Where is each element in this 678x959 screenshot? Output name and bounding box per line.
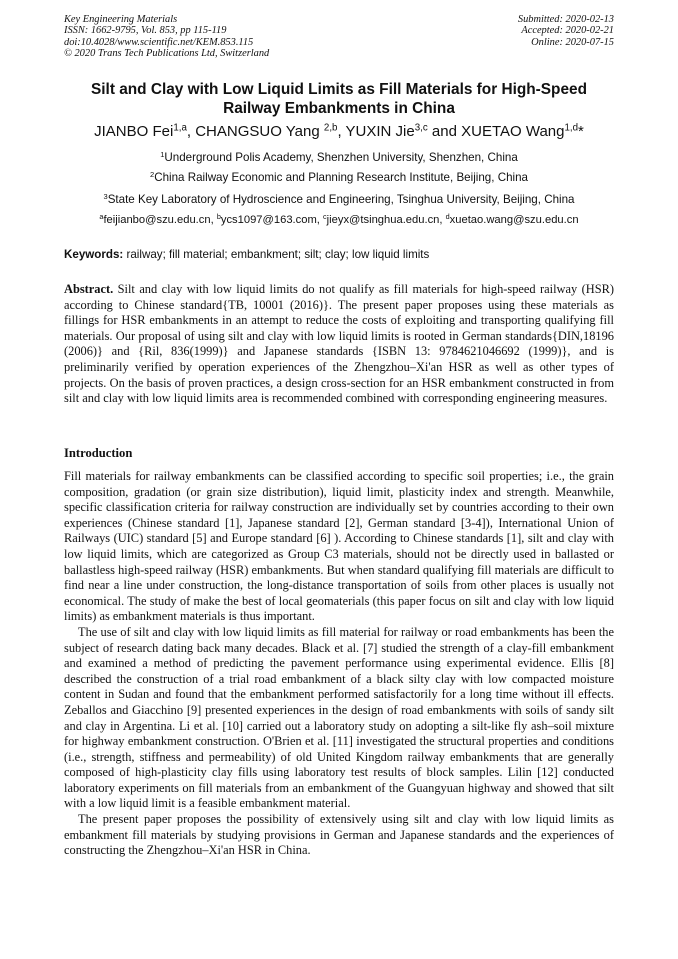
- keywords: [64, 248, 614, 262]
- affiliation-text: State Key Laboratory of Hydroscience and Engineering, Tsinghua University, Beijing, China: [107, 193, 575, 206]
- submitted-date: Submitted: 2020-02-13: [517, 14, 614, 25]
- author-name: YUXIN Jie: [345, 123, 415, 140]
- doi: doi:10.4028/www.scientific.net/KEM.853.115: [64, 36, 254, 48]
- copyright: © 2020 Trans Tech Publications Ltd, Switzerland: [64, 48, 270, 60]
- affiliation-1: [64, 151, 614, 165]
- introduction-heading: Introduction: [64, 446, 133, 460]
- email: jieyx@tsinghua.edu.cn,: [326, 214, 446, 226]
- email-mark: a: [99, 212, 104, 221]
- affiliation-number: 2: [150, 169, 155, 179]
- affiliation-2: [64, 171, 614, 185]
- affiliation-number: 3: [103, 191, 108, 201]
- paper-title: Silt and Clay with Low Liquid Limits as Fill Materials for High-Speed Railway Embankments in China: [91, 81, 587, 117]
- keywords-text: railway; fill material; embankment; silt; clay; low liquid limits: [123, 248, 430, 261]
- email: xuetao.wang@szu.edu.cn: [449, 214, 579, 226]
- author-emails: [64, 213, 614, 227]
- author-affiliation-mark: 1,d: [564, 122, 579, 134]
- author-affiliation-mark: 3,c: [414, 122, 428, 134]
- paragraph: The use of silt and clay with low liquid limits as fill material for railway or road embankments has been the subject of research dating back many decades. Black et al. [7] studied the strength of a clay-fill embankment and examined a method of predicting the pavement performance using experimental evidence. Ellis [8] described the construction of a trial road embankment of a black silty clay with low compacted moisture content in Sudan and found that the embankment performed satisfactorily for a long time without ill effects. Zeballos and Giacchino [9] presented experiences in the design of road embankments with soils of sandy silt and clay in Argentina. Li et al. [10] carried out a laboratory study on adopting a silt-like fly ash–soil mixture for highway embankment construction. O'Brien et al. [11] investigated the structural properties and conditions (i.e., strength, stiffness and permeability) of old United Kingdom railway embankments that are generally composed of high-plasticity clay fills using laboratory test results of block samples. Lilin [12] conducted laboratory experiments on fill materials from an embankment of the Guangyuan highway and showed that silt with a low liquid limit is a feasible embankment material.: [64, 624, 614, 811]
- email: feijianbo@szu.edu.cn,: [103, 214, 217, 226]
- author-separator: ,: [186, 123, 196, 140]
- corresponding-author-mark: *: [578, 123, 584, 140]
- paragraph: Fill materials for railway embankments can be classified according to specific soil properties; i.e., the grain composition, gradation (or grain size distribution), liquid limit, plasticity index and strength. Meanwhile, specific classification criteria for railway construction are individually set by countries according to their own experiences (Chinese standard [1], Japanese standard [2], German standard [3-4]), International Union of Railways (UIC) standard [5] and Europe standard [6] ). According to Chinese standards [1], silt and clay with low liquid limits, which are categorized as Group C3 materials, should not be directly used in ballasted or ballastless high-speed railway (HSR) embankments. But when standard qualifying fill materials are difficult to find near a line under construction, the long-distance transportation of soils from other places is usually not economical. The study of make the best of local geomaterials (this paper focus on silt and clay with low liquid limits) as embankment materials is thus important.: [64, 469, 614, 624]
- online-date: Online: 2020-07-15: [531, 36, 614, 48]
- email-mark: b: [216, 212, 221, 221]
- affiliation-text: Underground Polis Academy, Shenzhen University, Shenzhen, China: [164, 151, 518, 164]
- introduction-body: [64, 469, 614, 859]
- accepted-date: Accepted: 2020-02-21: [521, 25, 614, 37]
- author-name: CHANGSUO Yang: [195, 123, 324, 140]
- affiliation-number: 1: [160, 149, 165, 159]
- paragraph: The present paper proposes the possibility of extensively using silt and clay with low liquid limits as embankment fill materials by studying provisions in German and Japanese standards and the experiences of constructing the Zhengzhou–Xi'an HSR in China.: [64, 812, 614, 858]
- author-name: XUETAO Wang: [461, 123, 565, 140]
- keywords-label: Keywords:: [64, 248, 124, 261]
- author-list: [64, 123, 614, 141]
- issn: ISSN: 1662-9795, Vol. 853, pp 115-119: [64, 25, 227, 37]
- author-conjunction: and: [427, 123, 462, 140]
- author-name: JIANBO Fei: [94, 123, 174, 140]
- abstract: [64, 282, 614, 407]
- journal-name: Key Engineering Materials: [64, 14, 178, 25]
- email-mark: c: [323, 212, 327, 221]
- journal-info: [64, 14, 269, 60]
- publication-dates: [518, 14, 614, 60]
- author-separator: ,: [337, 123, 346, 140]
- email-mark: d: [445, 212, 450, 221]
- journal-header: [64, 14, 614, 60]
- author-affiliation-mark: 1,a: [173, 122, 187, 134]
- abstract-label: Abstract.: [64, 282, 114, 296]
- affiliation-3: [64, 193, 614, 207]
- affiliation-text: China Railway Economic and Planning Research Institute, Beijing, China: [154, 171, 528, 184]
- email: ycs1097@163.com,: [220, 214, 324, 226]
- author-affiliation-mark: 2,b: [323, 122, 338, 134]
- abstract-text: Silt and clay with low liquid limits do not qualify as fill materials for high-speed railway (HSR) according to Chinese standard{TB, 10001 (2016)}. The present paper proposes using these materials as fillings for HSR embankments in an attempt to reduce the costs of exploiting and transporting qualifying fill materials. Our proposal of using silt and clay with low liquid limits is rooted in German standards{DIN,18196 (2006)} and {Ril, 836(1999)} and Japanese standards {ISBN 13: 9784621046692 (1999)}, and is preliminarily verified by operation experiences of the Zhengzhou–Xi'an HSR as well as other types of projects. On the basis of proven practices, a design cross-section for an HSR embankment constructed in from silt and clay with low liquid limits area is recommended combined with corresponding engineering measures.: [64, 282, 614, 406]
